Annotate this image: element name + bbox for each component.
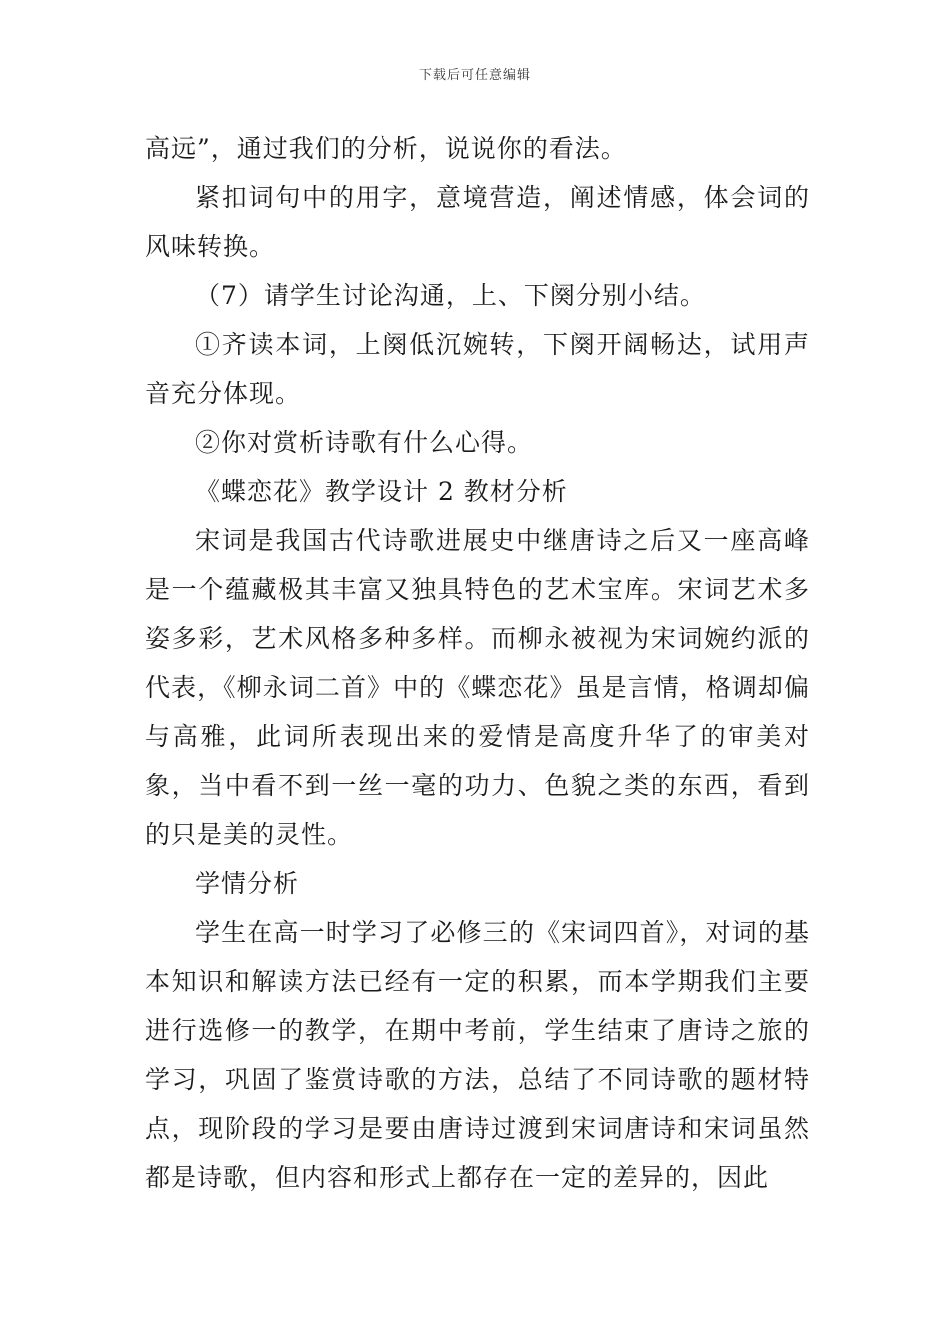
paragraph-student-analysis: 学生在高一时学习了必修三的《宋词四首》，对词的基本知识和解读方法已经有一定的积累，而本学期我们主要进行选修一的教学，在期中考前，学生结束了唐诗之旅的学习，巩固了鉴赏诗歌的方法，总结了不同诗歌的题材特点，现阶段的学习是要由唐诗过渡到宋词唐诗和宋词虽然都是诗歌，但内容和形式上都存在一定的差异的，因此 xyxy=(145,918,810,1192)
page-header: 下载后可任意编辑 xyxy=(418,68,531,83)
paragraph-word-analysis: 紧扣词句中的用字，意境营造，阐述情感，体会词的风味转换。 xyxy=(145,183,810,261)
section-heading-textbook-analysis: 《蝶恋花》教学设计 2 教材分析 xyxy=(195,477,568,506)
document-body xyxy=(145,124,810,1202)
section-heading-student-analysis: 学情分析 xyxy=(195,869,300,898)
paragraph-step-7: （7）请学生讨论沟通，上、下阕分别小结。 xyxy=(195,281,706,310)
paragraph-continuation: 高远”，通过我们的分析，说说你的看法。 xyxy=(145,134,627,163)
paragraph-read-aloud: ①齐读本词，上阕低沉婉转，下阕开阔畅达，试用声音充分体现。 xyxy=(145,330,810,408)
paragraph-reflection: ②你对赏析诗歌有什么心得。 xyxy=(195,428,534,457)
paragraph-song-ci-intro: 宋词是我国古代诗歌进展史中继唐诗之后又一座高峰是一个蕴藏极其丰富又独具特色的艺术宝库。宋词艺术多姿多彩，艺术风格多种多样。而柳永被视为宋词婉约派的代表，《柳永词二首》中的《蝶恋花》虽是言情，格调却偏与高雅，此词所表现出来的爱情是高度升华了的审美对象，当中看不到一丝一毫的功力、色貌之类的东西，看到的只是美的灵性。 xyxy=(145,526,810,849)
